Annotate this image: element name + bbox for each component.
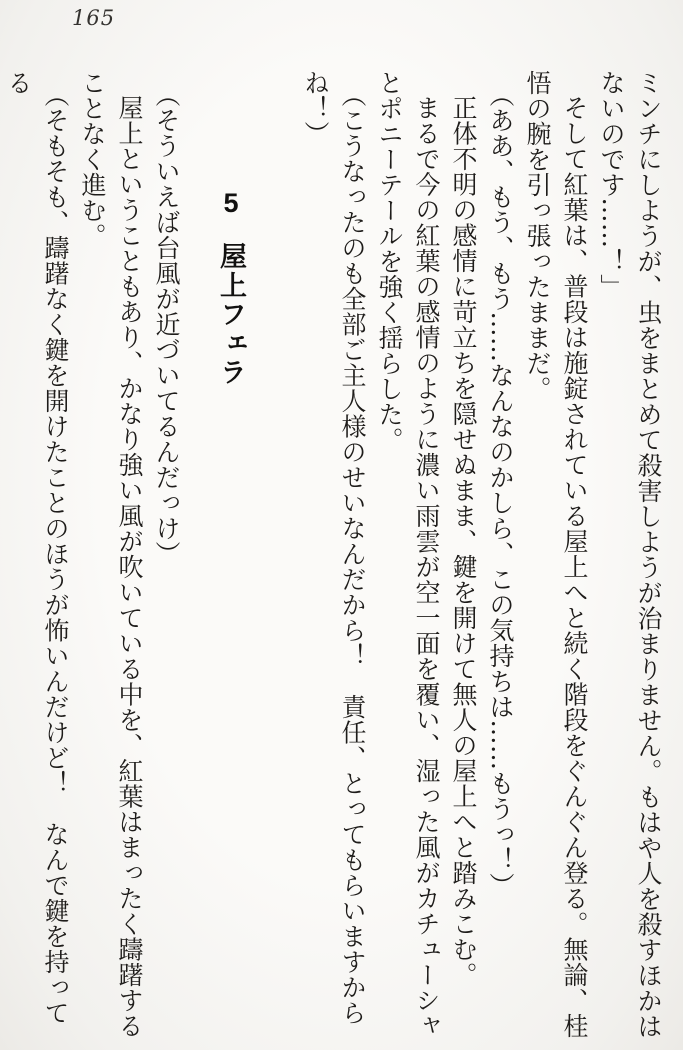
body-paragraph: 正体不明の感情に苛立ちを隠せぬまま、鍵を開けて無人の屋上へと踏みこむ。 <box>449 95 478 988</box>
chapter-heading <box>211 70 251 1045</box>
body-paragraph: そして紅葉は、普段は施錠されている屋上へと続く階段をぐんぐん登る。無論、桂悟の腕を引っ張ったままだ。 <box>523 70 589 1039</box>
chapter-number: 5 <box>216 188 246 220</box>
chapter-heading-gap <box>231 220 232 242</box>
vertical-text-block <box>0 70 667 1045</box>
page-number: 165 <box>72 6 116 30</box>
body-paragraph: 屋上ということもあり、かなり強い風が吹いている中を、紅葉はまったく躊躇することなく進む。 <box>78 70 144 1039</box>
body-paragraph: （そういえば台風が近づいてるんだっけ） <box>152 82 181 567</box>
body-paragraph: ミンチにしようが、虫をまとめて殺害しようが治まりません。もはや人を殺すほかはないのです……！」 <box>597 70 663 1039</box>
body-paragraph: （ああ、もう、もう……なんなのかしら、この気持ちは……もうっ！） <box>486 82 515 898</box>
body-paragraph: （こうなったのも全部ご主人様のせいなんだから！ 責任、とってもらいますからね！） <box>301 70 367 1026</box>
chapter-title: 屋上フェラ <box>216 242 246 387</box>
body-paragraph: まるで今の紅葉の感情のように濃い雨雲が空一面を覆い、湿った風がカチューシャとポニーテールを強く揺らした。 <box>375 70 441 1039</box>
body-paragraph: （そもそも、躊躇なく鍵を開けたことのほうが怖いんだけど！ なんで鍵を持ってる <box>4 70 70 1026</box>
